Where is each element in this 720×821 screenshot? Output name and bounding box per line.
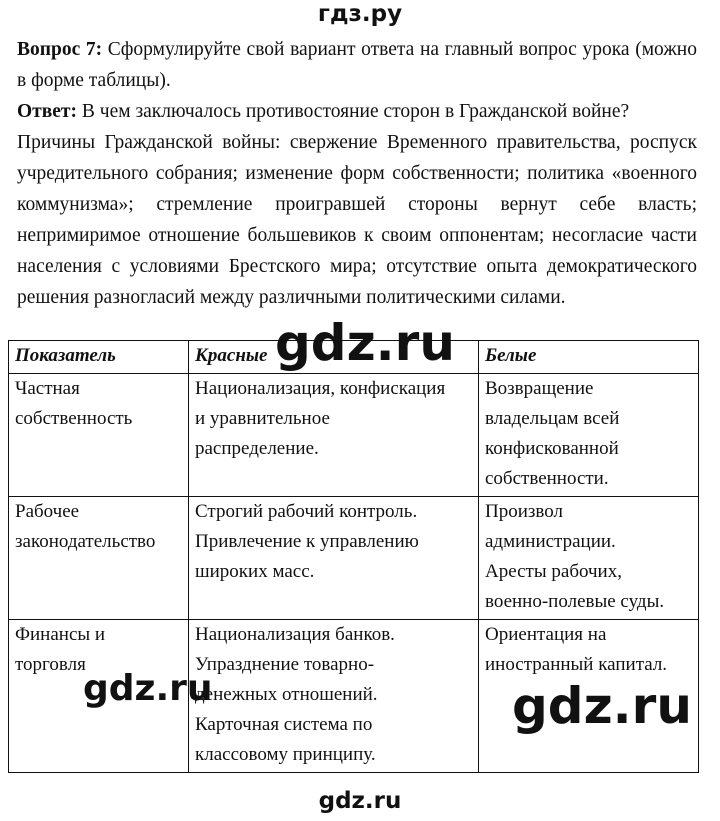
causes-paragraph: Причины Гражданской войны: свержение Временного правительства, роспуск учредительного собрания; изменение форм собственности; политика «военного коммунизма»; стремление проигравшей стороны вернут себе власть; непримиримое отношение большевиков к своим оппонентам; несогласие части населения с условиями Брестского мира; отсутствие опыта демократического решения разногласий между различными политическими силами. [17,132,697,308]
answer-paragraph [17,96,697,127]
cell-indicator [9,497,189,620]
cell-reds [189,620,479,773]
table-row [9,497,699,620]
table-row [9,374,699,497]
cell-text-line: торговля [15,654,86,675]
watermark-logo: gdz.ru [83,668,213,709]
cell-reds [189,374,479,497]
cell-text-line: Финансы и [15,624,106,645]
cell-text-line: Рабочее [15,501,80,522]
table-row [9,620,699,773]
cell-indicator [9,374,189,497]
question-paragraph [17,34,697,96]
cell-text-line: Национализация банков. [195,624,395,645]
cell-whites [479,374,699,497]
cell-text-line: Аресты рабочих, [485,561,622,582]
article-content [17,34,697,313]
question-text: Сформулируйте свой вариант ответа на главный вопрос урока (можно в форме таблицы). [17,39,697,91]
cell-text-line: собственности. [485,468,609,489]
cell-text-line: денежных отношений. [195,684,378,705]
comparison-table [8,340,699,773]
watermark-logo: gdz.ru [275,314,455,372]
site-header: гдз.ру [317,1,403,27]
cell-text-line: Частная [15,378,80,399]
cell-text-line: распределение. [195,438,319,459]
cell-text-line: Строгий рабочий контроль. [195,501,418,522]
header-reds: Красные [189,341,479,374]
cell-text-line: Возвращение [485,378,594,399]
table-body [9,374,699,773]
cell-text-line: владельцам всей [485,408,620,429]
answer-text: В чем заключалось противостояние сторон в Гражданской войне? [77,101,630,122]
question-label: Вопрос 7: [17,39,103,60]
cell-text-line: Национализация, конфискация [195,378,446,399]
answer-label: Ответ: [17,101,78,122]
cell-text-line: администрации. [485,531,616,552]
header-whites: Белые [479,341,699,374]
cell-reds [189,497,479,620]
cell-indicator [9,620,189,773]
cell-text-line: и уравнительное [195,408,330,429]
cell-whites [479,620,699,773]
cell-text-line: Привлечение к управлению [195,531,419,552]
cell-text-line: классовому принципу. [195,744,376,765]
cell-text-line: военно-полевые суды. [485,591,665,612]
header-indicator: Показатель [9,341,189,374]
site-footer: gdz.ru [318,788,402,814]
cell-text-line: Карточная система по [195,714,373,735]
watermark-logo: gdz.ru [512,677,692,735]
cell-text-line: Ориентация на [485,624,607,645]
cell-text-line: иностранный капитал. [485,654,668,675]
cell-text-line: законодательство [15,531,156,552]
cell-text-line: Упразднение товарно- [195,654,375,675]
cell-text-line: конфискованной [485,438,619,459]
cell-text-line: широких масс. [195,561,315,582]
table-header-row [9,341,699,374]
cell-text-line: Произвол [485,501,563,522]
cell-text-line: собственность [15,408,133,429]
cell-whites [479,497,699,620]
